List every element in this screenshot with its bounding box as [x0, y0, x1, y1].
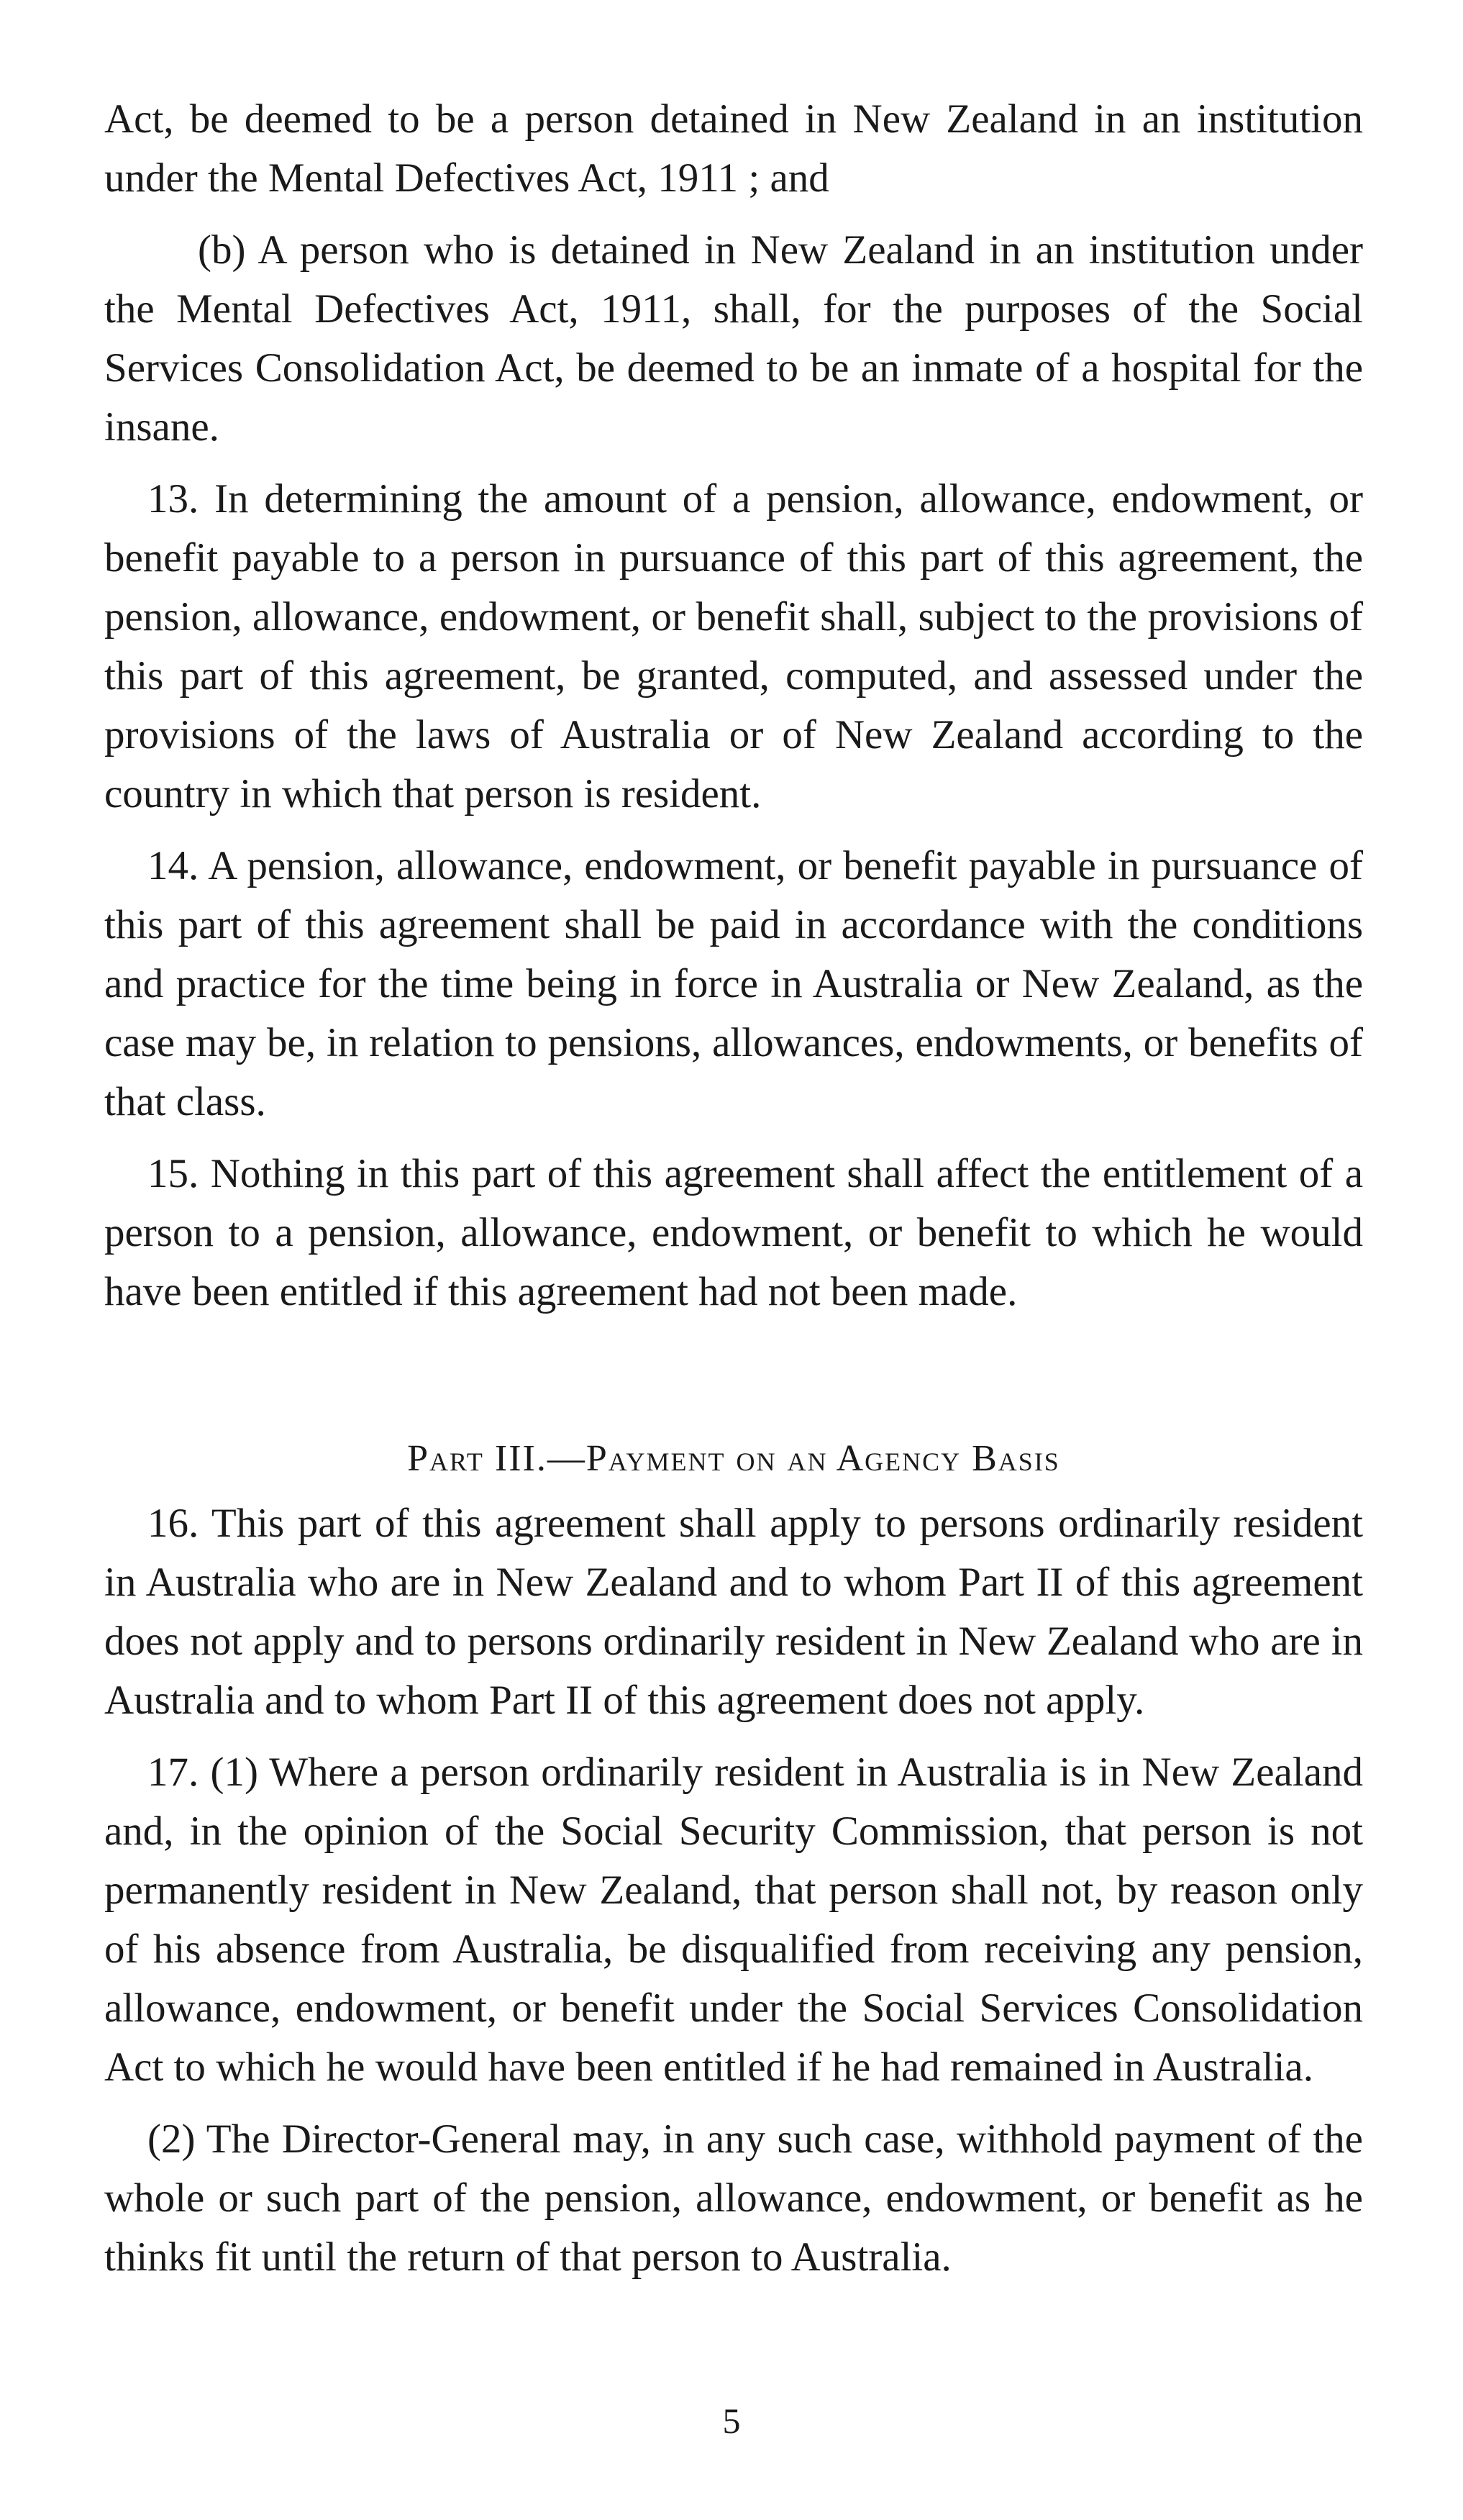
paragraph-17-2: (2) The Director-General may, in any such case, withhold payment of the whole or such part of the pension, allowance, endowment, or benefit as he thinks fit until the return of that person to Australia. [104, 2116, 1363, 2280]
paragraph-16: 16. This part of this agreement shall apply to persons ordinarily resident in Australia who are in New Zealand and to whom Part II of this agreement does not apply and to persons ordinarily resident in New Zealand who are in Australia and to whom Part II of this agreement does not apply. [104, 1501, 1363, 1723]
paragraph-14: 14. A pension, allowance, endowment, or benefit payable in pursuance of this part of this agreement shall be paid in accordance with the conditions and practice for the time being in force in Australia or New Zealand, as the case may be, in relation to pensions, allowances, endowments, or benefits of that class. [104, 843, 1363, 1124]
page-number: 5 [722, 2401, 741, 2441]
paragraph-continuation: Act, be deemed to be a person detained in New Zealand in an institution under the Mental Defectives Act, 1911 ; and [104, 96, 1363, 201]
paragraph-item-b: (b) A person who is detained in New Zealand in an institution under the Mental Defectives Act, 1911, shall, for the purposes of the Social Services Consolidation Act, be deemed to be an inmate of a hospital for the insane. [104, 227, 1363, 450]
paragraph-13: 13. In determining the amount of a pension, allowance, endowment, or benefit payable to a person in pursuance of this part of this agreement, the pension, allowance, endowment, or benefit shall, subject to the provisions of this part of this agreement, be granted, computed, and assessed under the provisions of the laws of Australia or of New Zealand according to the country in which that person is resident. [104, 476, 1363, 817]
paragraph-15: 15. Nothing in this part of this agreement shall affect the entitlement of a person to a pension, allowance, endowment, or benefit to which he would have been entitled if this agreement had not been made. [104, 1151, 1363, 1314]
section-heading: Part III.—Payment on an Agency Basis [407, 1438, 1060, 1479]
document-page [104, 90, 1363, 2287]
paragraph-17-1: 17. (1) Where a person ordinarily resident in Australia is in New Zealand and, in the opinion of the Social Security Commission, that person is not permanently resident in New Zealand, that person shall not, by reason only of his absence from Australia, be disqualified from receiving any pension, allowance, endowment, or benefit under the Social Services Consolidation Act to which he would have been entitled if he had remained in Australia. [104, 1750, 1363, 2090]
